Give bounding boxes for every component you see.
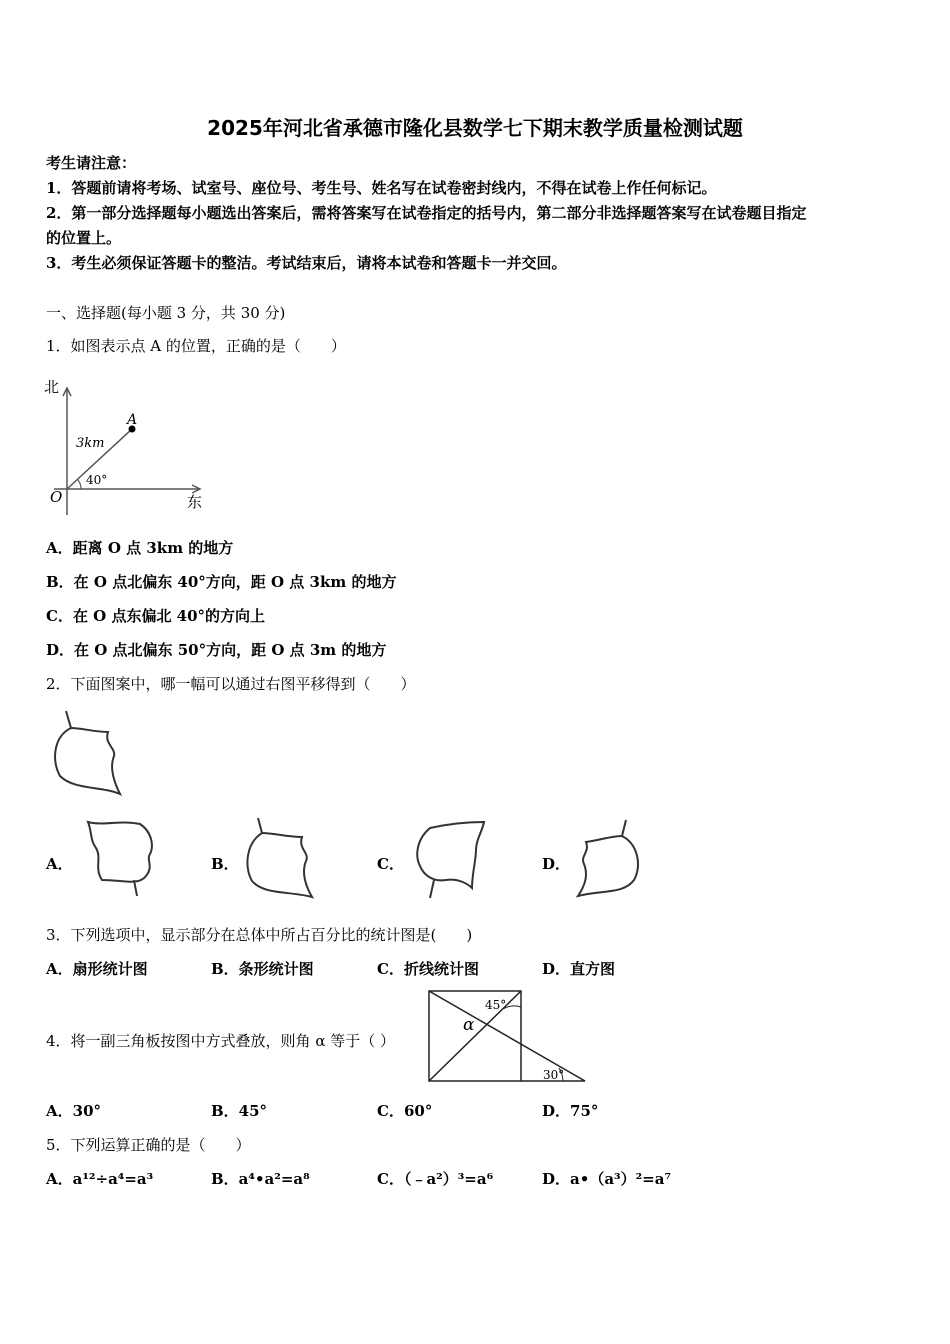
notice-item-2: 2．第一部分选择题每小题选出答案后，需将答案写在试卷指定的括号内，第二部分非选择题答案写在试卷题目指定	[46, 204, 807, 222]
section-heading: 一、选择题(每小题 3 分，共 30 分)	[46, 304, 286, 322]
angle-45-label: 45°	[485, 998, 507, 1012]
distance-label: 3km	[76, 436, 105, 451]
q3-option-a: A．扇形统计图	[46, 960, 148, 978]
north-label: 北	[44, 378, 60, 396]
q1-option-b: B．在 O 点北偏东 40°方向，距 O 点 3km 的地方	[46, 573, 397, 591]
q1-option-c: C．在 O 点东偏北 40°的方向上	[46, 607, 266, 625]
q2-option-b-label: B．	[211, 855, 239, 873]
point-a-label: A	[127, 412, 138, 428]
q1-figure	[40, 372, 220, 522]
notice-item-1: 1．答题前请将考场、试室号、座位号、考生号、姓名写在试卷密封线内，不得在试卷上作任何标记。	[46, 179, 717, 197]
q4-stem: 4．将一副三角板按图中方式叠放，则角 α 等于（ ）	[46, 1032, 395, 1050]
q4-option-d: D．75°	[542, 1102, 599, 1120]
q4-option-b: B．45°	[211, 1102, 268, 1120]
q2-option-a-leaf	[82, 818, 162, 898]
east-label: 东	[187, 493, 203, 511]
q2-option-c-leaf	[410, 818, 490, 900]
q3-option-d: D．直方图	[542, 960, 616, 978]
origin-label: O	[50, 488, 63, 506]
q1-option-d: D．在 O 点北偏东 50°方向，距 O 点 3m 的地方	[46, 641, 387, 659]
q2-option-d-leaf	[572, 818, 652, 900]
q5-option-d: D．a•（a³）²=a⁷	[542, 1170, 672, 1188]
q3-option-b: B．条形统计图	[211, 960, 314, 978]
q3-stem: 3．下列选项中，显示部分在总体中所占百分比的统计图是( )	[46, 926, 473, 944]
q2-reference-leaf	[46, 708, 126, 800]
angle-label: 40°	[86, 473, 108, 487]
q2-option-c-label: C．	[377, 855, 404, 873]
notice-item-3: 3．考生必须保证答题卡的整洁。考试结束后，请将本试卷和答题卡一并交回。	[46, 254, 567, 272]
q5-option-b: B．a⁴•a²=a⁸	[211, 1170, 310, 1188]
q3-option-c: C．折线统计图	[377, 960, 479, 978]
q1-stem: 1．如图表示点 A 的位置，正确的是（ ）	[46, 337, 346, 355]
q2-stem: 2．下面图案中，哪一幅可以通过右图平移得到（ ）	[46, 675, 416, 693]
q2-option-b-leaf	[240, 815, 320, 901]
q4-option-a: A．30°	[46, 1102, 102, 1120]
q2-option-d-label: D．	[542, 855, 571, 873]
q4-figure	[425, 988, 590, 1084]
q5-option-a: A．a¹²÷a⁴=a³	[46, 1170, 154, 1188]
q2-option-a-label: A．	[46, 855, 73, 873]
q4-option-c: C．60°	[377, 1102, 433, 1120]
q1-option-a: A．距离 O 点 3km 的地方	[46, 539, 234, 557]
q5-option-c: C．（﹣a²）³=a⁶	[377, 1170, 494, 1188]
page-title: 2025年河北省承德市隆化县数学七下期末教学质量检测试题	[207, 116, 743, 140]
angle-30-label: 30°	[543, 1068, 565, 1082]
notice-item-2-cont: 的位置上。	[46, 229, 122, 247]
notice-heading: 考生请注意：	[46, 154, 137, 172]
alpha-label: α	[463, 1015, 475, 1035]
q5-stem: 5．下列运算正确的是（ ）	[46, 1136, 251, 1154]
